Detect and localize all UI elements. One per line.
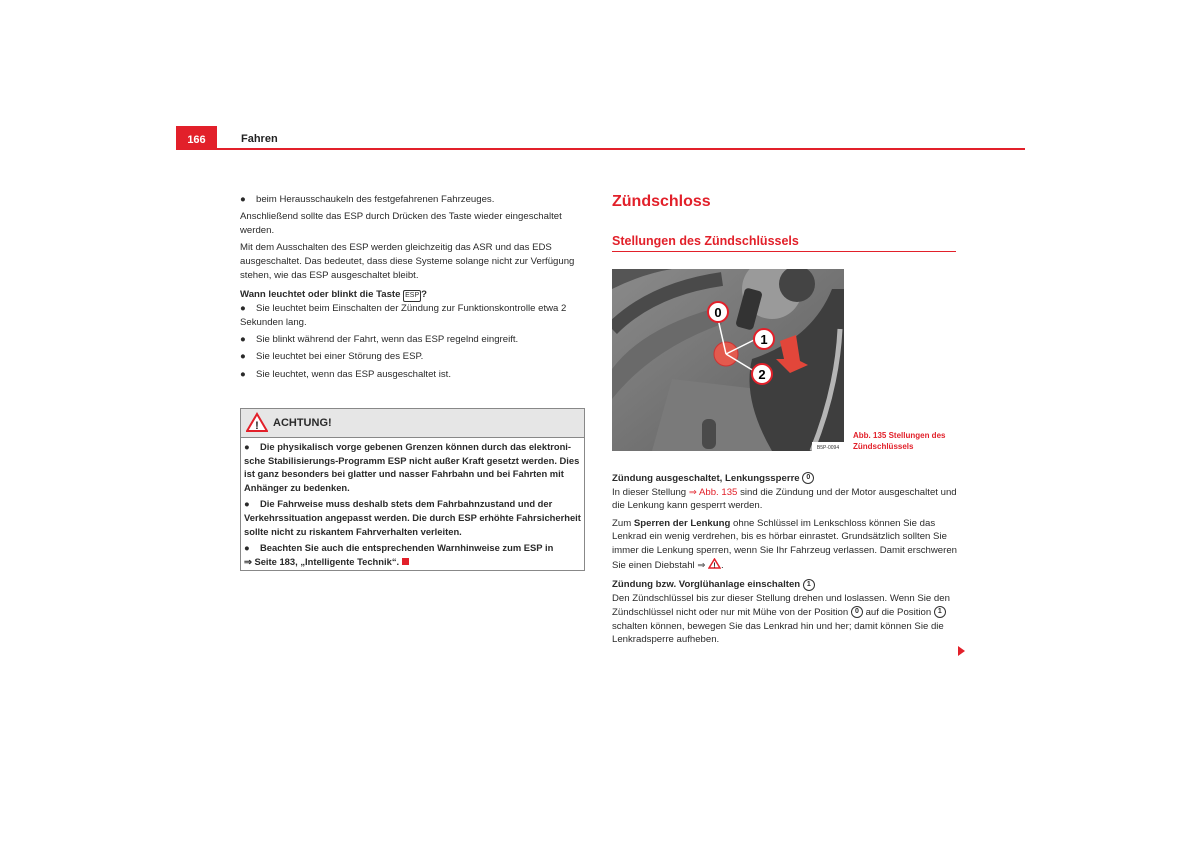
position-label-1: 1 xyxy=(760,332,768,347)
paragraph: Anschließend sollte das ESP durch Drücken des Taste wieder eingeschaltet werden. xyxy=(240,211,562,236)
figure-code: B5P-0094 xyxy=(816,445,840,451)
figure-caption: Abb. 135 Stellungen des Zündschlüssels xyxy=(853,431,946,451)
esp-key-icon: ESP xyxy=(403,290,421,302)
paragraph: Mit dem Ausschalten des ESP werden gleichzeitig das ASR und das EDS ausgeschaltet. Das bedeutet, dass diese Systeme solange nicht zur Verfügung stehen, wie das ESP ausgeschaltet bleibt. xyxy=(240,242,575,281)
position-label-2: 2 xyxy=(758,367,766,382)
section-title: Stellungen des Zündschlüssels xyxy=(612,234,799,248)
warning-title: ACHTUNG! xyxy=(273,417,332,429)
text: Zum xyxy=(612,517,632,529)
text: schalten können, bewegen Sie das Lenkrad hin und her; damit können Sie die Lenkradsperre aufheben. xyxy=(612,620,944,646)
right-column: Zündung ausgeschaltet, Lenkungssperre 0 In dieser Stellung ⇒ Abb. 135 sind die Zündung und der Motor ausgeschaltet und die Lenkung kann gesperrt werden. Zum Sperren der Lenkung ohne Schlüssel im Lenkschloss können Sie das Lenkrad ein wenig verdrehen, bis es hörbar einrastet. Grundsätzlich sollten Sie immer die Lenkung sperren, wenn Sie Ihr Fahrzeug verlassen. Damit erschweren Sie einen Diebstahl ⇒ ! . Zündung bzw. Vorglühanlage einschalten 1 Den Zündschlüssel bis zur dieser Stellung drehen und loslassen. Wenn Sie den Zündschlüssel nicht oder nur mit Mühe von der Position 0 auf die Position 1 schalten können, bewegen Sie das Lenkrad hin und her; damit können Sie die Lenkradsperre aufheben. xyxy=(612,473,958,646)
text: Den Zündschlüssel bis zur dieser Stellung drehen und loslassen. Wenn Sie den Zündschlüssel nicht oder nur mit Mühe von der Position xyxy=(612,593,950,618)
section-rule xyxy=(612,251,956,252)
text: ohne Schlüssel im Lenkschloss können Sie das Lenkrad ein wenig verdrehen, bis es hörbar einrastet. Grundsätzlich sollten Sie immer die Lenkung sperren, wenn Sie Ihr Fahrzeug verlassen. Damit erschweren Sie einen Diebstahl ⇒ xyxy=(612,517,958,571)
warning-item: Die physikalisch vorge gebenen Grenzen können durch das elektronische Stabilisierungs-Programm ESP nicht außer Kraft gesetzt werden. Dies ist ganz besonders bei glatter und nasser Fahrbahn und bei Fahrten mit Anhänger zu bedenken. xyxy=(244,441,580,493)
svg-text:!: ! xyxy=(713,562,716,569)
warning-item: Beachten Sie auch die entsprechenden Warnhinweise zum ESP in xyxy=(260,542,554,554)
chapter-title: Zündschloss xyxy=(612,193,711,210)
ignition-lock-figure xyxy=(612,269,844,451)
end-marker-icon xyxy=(402,558,409,565)
warning-box: ! ACHTUNG! ● Die physikalisch vorge gebenen Grenzen können durch das elektronische Stabilisierungs-Programm ESP nicht außer Kraft gesetzt werden. Dies ist ganz besonders bei glatter und nasser Fahrbahn und bei Fahrten mit Anhänger zu bedenken. ● Die Fahrweise muss deshalb stets dem Fahrbahnzustand und der Verkehrssituation angepasst werden. Die durch ESP erhöhte Fahrsicherheit sollte nicht zu riskantem Fahrverhalten verleiten. ● Beachten Sie auch die entsprechenden Warnhinweise zum ESP in ⇒ Seite 183, „Intelligente Technik“. xyxy=(240,408,585,571)
position-1-icon: 1 xyxy=(934,606,946,618)
bullet: Sie leuchtet beim Einschalten der Zündung zur Funktionskontrolle etwa 2 Sekunden lang. xyxy=(240,303,567,328)
bullet: Sie blinkt während der Fahrt, wenn das ESP regelnd eingreift. xyxy=(256,334,519,346)
question-heading: Wann leuchtet oder blinkt die Taste xyxy=(240,289,401,301)
page-number: 166 xyxy=(176,126,217,149)
warning-triangle-icon xyxy=(246,412,268,432)
position-1-icon: 1 xyxy=(803,579,815,591)
bold-text: Sperren der Lenkung xyxy=(633,517,731,529)
question-mark: ? xyxy=(421,289,428,301)
left-column: ● beim Herausschaukeln des festgefahrenen Fahrzeuges. Anschließend sollte das ESP durch Drücken des Taste wieder eingeschaltet werden. Mit dem Ausschalten des ESP werden gleichzeitig das ASR und das EDS ausgeschaltet. Das bedeutet, dass diese Systeme solange nicht zur Verfügung stehen, wie das ESP ausgeschaltet bleibt. Wann leuchtet oder blinkt die Taste ESP ? ● Sie leuchtet beim Einschalten der Zündung zur Funktionskontrolle etwa 2 Sekunden lang. ● Sie blinkt während der Fahrt, wenn das ESP regelnd eingreift. ● Sie leuchtet bei einer Störung des ESP. ● Sie leuchtet, wenn das ESP ausgeschaltet ist. xyxy=(240,193,585,385)
position-0-icon: 0 xyxy=(802,472,814,484)
bullet: Sie leuchtet bei einer Störung des ESP. xyxy=(256,351,424,363)
text: auf die Position xyxy=(865,606,932,618)
warning-item: Die Fahrweise muss deshalb stets dem Fahrbahnzustand und der Verkehrssituation angepasst werden. Die durch ESP erhöhte Fahrsicherheit sollte nicht zu riskantem Fahrverhalten verleiten. xyxy=(244,498,581,537)
position-0-icon: 0 xyxy=(851,606,863,618)
section-header: Fahren xyxy=(241,133,278,145)
svg-text:!: ! xyxy=(255,420,259,432)
subheading: Zündung bzw. Vorglühanlage einschalten xyxy=(612,579,801,591)
bullet: Sie leuchtet, wenn das ESP ausgeschaltet ist. xyxy=(256,368,452,380)
bullet: beim Herausschaukeln des festgefahrenen Fahrzeuges. xyxy=(256,194,495,205)
subheading: Zündung ausgeschaltet, Lenkungssperre xyxy=(612,473,800,484)
continue-arrow-icon xyxy=(958,646,965,656)
figure-link[interactable]: ⇒ Abb. 135 xyxy=(688,486,738,498)
header-rule xyxy=(176,148,1025,150)
page-link[interactable]: ⇒ Seite 183, „Intelligente Technik“. xyxy=(244,555,400,567)
position-label-0: 0 xyxy=(714,305,722,320)
text: In dieser Stellung xyxy=(612,486,687,498)
text: sind die Zündung und der Motor ausgeschaltet und die Lenkung kann gesperrt werden. xyxy=(612,486,957,512)
warning-triangle-icon[interactable] xyxy=(708,558,721,569)
